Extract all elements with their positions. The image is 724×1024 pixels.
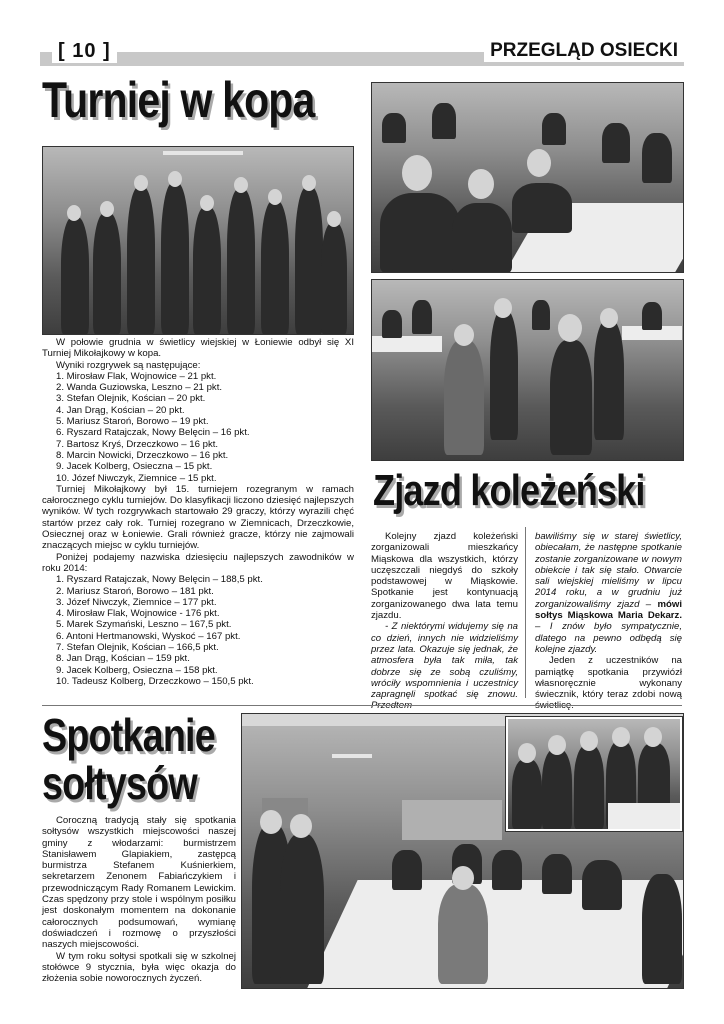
column-divider xyxy=(525,527,526,698)
list-item: 1. Ryszard Ratajczak, Nowy Belęcin – 188,5 pkt. xyxy=(56,574,263,586)
turniej-headline: Turniej w kopa xyxy=(42,72,315,128)
list-item: 10. Józef Niwczyk, Ziemnice – 15 pkt. xyxy=(56,472,217,484)
publication-title: PRZEGLĄD OSIECKI xyxy=(484,40,684,62)
list-item: 6. Antoni Hertmanowski, Wyskoć – 167 pkt. xyxy=(56,630,241,642)
spotkanie-article xyxy=(42,815,236,984)
list-item: 4. Jan Drąg, Kościan – 20 pkt. xyxy=(56,404,185,416)
list-item: 9. Jacek Kolberg, Osieczna – 15 pkt. xyxy=(56,461,213,473)
spotkanie-headline-line2: sołtysów xyxy=(42,757,197,809)
turniej-results-list xyxy=(42,371,354,484)
list-item: 2. Mariusz Staroń, Borowo – 181 pkt. xyxy=(56,585,214,597)
spotkanie-body-2: W tym roku sołtysi spotkali się w szkolnej stołówce 9 stycznia, była więc okazja do złożenia sobie noworocznych życzeń. xyxy=(42,950,236,985)
spotkanie-headline-line1: Spotkanie xyxy=(42,709,215,761)
list-item: 1. Mirosław Flak, Wojnowice – 21 pkt. xyxy=(56,370,217,382)
list-item: 3. Stefan Olejnik, Kościan – 20 pkt. xyxy=(56,393,206,405)
zjazd-closing: Jeden z uczestników na pamiątkę spotkania przywiózł własnoręcznie wykonany świecznik, który teraz zdobi nową xyxy=(535,655,682,701)
zjazd-table-photo xyxy=(371,82,684,273)
list-item: 2. Wanda Guziowska, Leszno – 21 pkt. xyxy=(56,382,223,394)
list-item: 6. Ryszard Ratajczak, Nowy Belęcin – 16 pkt. xyxy=(56,427,250,439)
list-item: 5. Marek Szymański, Leszno – 167,5 pkt. xyxy=(56,619,232,631)
list-item: 10. Tadeusz Kolberg, Drzeczkowo – 150,5 pkt. xyxy=(56,675,254,687)
zjazd-attribution: mówi sołtys Miąskowa Maria Dekarz. xyxy=(535,598,682,622)
turniej-body: Turniej Mikołajkowy był 15. turniejem rozegranym w ramach całorocznego cyklu turniejów. Do klasyfikacji liczono dziesięć najlepszych wyników. W tych rozgrywkach startowało 29 graczy, którzy wyrazili chęć startów przez cały rok. Turniej rozegrano w Ziemnicach, Drzeczkowie, Osiecznej oraz w Łoniewie. Grali również gracze, którzy nie zajmowali znaczących miejsc w cyklu turniejów. xyxy=(42,483,354,552)
page-number: [ 10 ] xyxy=(52,40,117,63)
turniej-group-photo xyxy=(42,146,354,335)
zjazd-dancing-photo xyxy=(371,279,684,461)
list-item: 9. Jacek Kolberg, Osieczna – 158 pkt. xyxy=(56,664,218,676)
zjazd-column-2 xyxy=(535,531,682,712)
zjazd-column-1 xyxy=(371,531,518,712)
spotkanie-body-1: Coroczną tradycją stały się spotkania sołtysów wszystkich miejscowości naszej gminy z włodarzami: burmistrzem Stanisławem Glapiakiem, zastępcą burmistrza Stefanem Kuśnierkiem, sekretarzem Zenonem Fabiańczykiem i przewodniczącym Rady Romanem Lewickim. Czas spędzony przy stole i wspólnym posiłku jest doskonałym momentem na dokonanie całorocznych podsumowań, wymianę doświadczeń i rozmowę o przyszłości naszych miejscowości. xyxy=(42,815,236,951)
zjazd-quote-end: – I znów było sympatycznie, dlatego na pewno odbędą się kolejne zjazdy. xyxy=(535,621,682,655)
list-item: 3. Józef Niwczyk, Ziemnice – 177 pkt. xyxy=(56,596,217,608)
list-item: 4. Mirosław Flak, Wojnowice - 176 pkt. xyxy=(56,608,220,620)
zjazd-quote-start: - Z niektórymi widujemy się na co dzień, innych nie widzieliśmy przez lata. Okazuje się jednak, że atmosfera była tak miła, tak dobrze się ze sobą czuliśmy, wróciły wspomnienia i uczestnicy zapragnęli spotkać się znowu. xyxy=(371,621,518,701)
spotkanie-inset-photo xyxy=(506,717,682,831)
turniej-intro: W połowie grudnia w świetlicy wiejskiej w Łoniewie odbył się XI Turniej Mikołajkowy w kopa. xyxy=(42,337,354,360)
zjazd-headline: Zjazd koleżeński xyxy=(373,466,645,515)
turniej-ranking-heading: Poniżej podajemy nazwiska dziesięciu najlepszych zawodników w roku 2014: xyxy=(42,551,354,574)
turniej-article xyxy=(42,337,354,687)
section-divider xyxy=(42,705,682,706)
list-item: 7. Stefan Olejnik, Kościan – 166,5 pkt. xyxy=(56,642,219,654)
turniej-results-heading: Wyniki rozgrywek są następujące: xyxy=(56,359,201,371)
list-item: 8. Jan Drąg, Kościan – 159 pkt. xyxy=(56,653,190,665)
list-item: 7. Bartosz Kryś, Drzeczkowo – 16 pkt. xyxy=(56,438,219,450)
list-item: 5. Mariusz Staroń, Borowo – 19 pkt. xyxy=(56,416,209,428)
zjazd-intro: Kolejny zjazd koleżeński zorganizowali mieszkańcy Miąskowa dla wszystkich, którzy uczęszczali niegdyś do szkoły podstawowej w Miąskowie. Spotkanie jest kontynuacją zorganizowanego dwa lata temu zjazdu. xyxy=(371,531,518,622)
list-item: 8. Marcin Nowicki, Drzeczkowo – 16 pkt. xyxy=(56,449,229,461)
zjazd-quote-continued: bawiliśmy się w starej świetlicy, obiecałam, że następne spotkanie zostanie zorganizowane w nowym obiekcie i tak się stało. Otwarcie sali wiejskiej mieliśmy w lipcu 2014 roku, a w grudniu już zorganizowaliśmy zjazd – xyxy=(535,531,682,610)
turniej-ranking-list xyxy=(42,574,354,687)
